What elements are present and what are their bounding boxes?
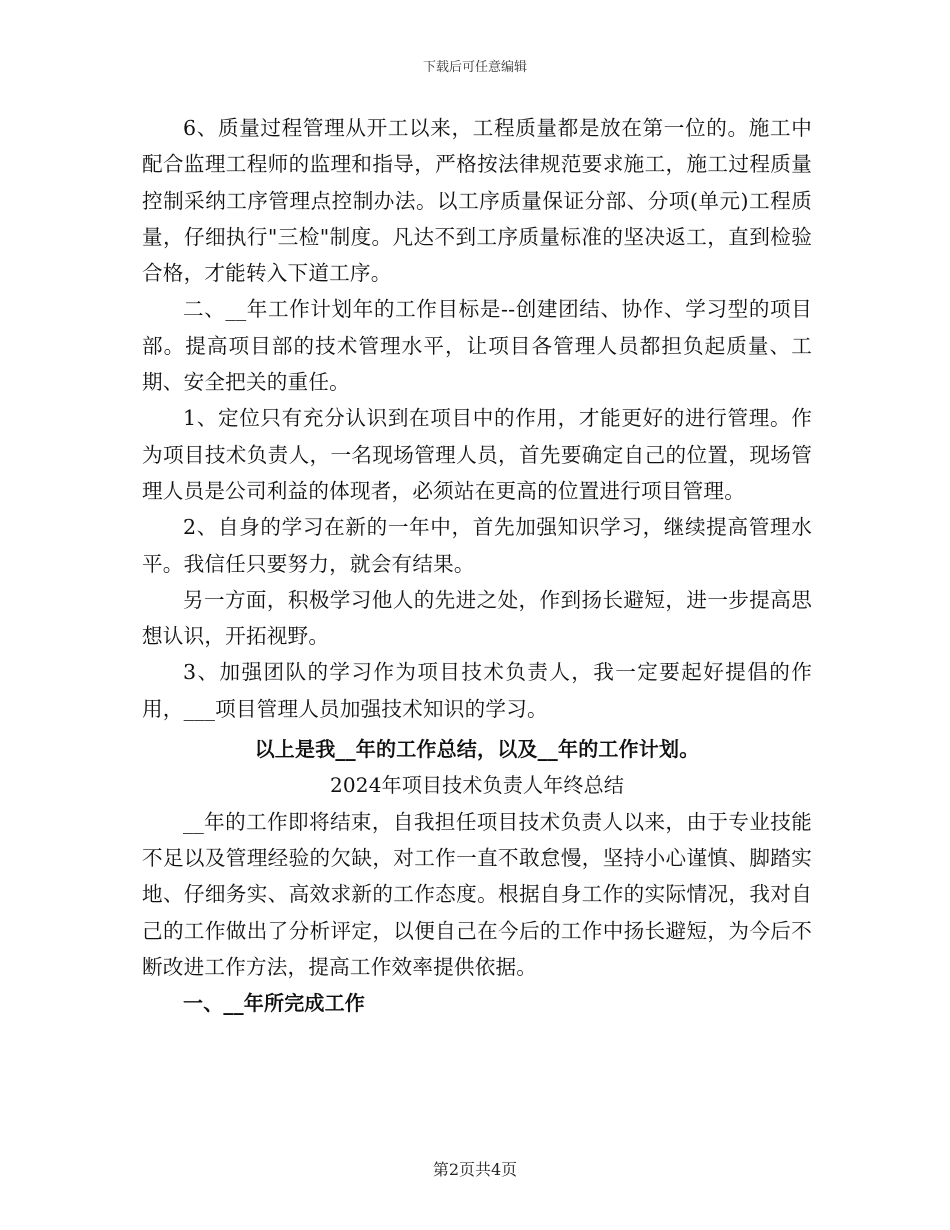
section-heading: 一、__年所完成工作 — [183, 991, 365, 1016]
paragraph-team-study: 3、加强团队的学习作为项目技术负责人，我一定要起好提倡的作用，___项目管理人员加强技术知识的学习。 — [142, 660, 812, 721]
paragraph-work-plan: 二、__年工作计划年的工作目标是--创建团结、协作、学习型的项目部。提高项目部的技术管理水平，让项目各管理人员都担负起质量、工期、安全把关的重任。 — [142, 297, 812, 395]
paragraph-other-aspect: 另一方面，积极学习他人的先进之处，作到扬长避短，进一步提高思想认识，开拓视野。 — [142, 587, 812, 649]
paragraph-quality-management: 6、质量过程管理从开工以来，工程质量都是放在第一位的。施工中配合监理工程师的监理和指导，严格按法律规范要求施工，施工过程质量控制采纳工序管理点控制办法。以工序质量保证分部、分项(单元)工程质量，仔细执行"三检"制度。凡达不到工序质量标准的坚决返工，直到检验合格，才能转入下道工序。 — [142, 116, 812, 286]
document-title: 2024年项目技术负责人年终总结 — [329, 773, 625, 798]
paragraph-intro: __年的工作即将结束，自我担任项目技术负责人以来，由于专业技能不足以及管理经验的欠缺，对工作一直不敢怠慢，坚持小心谨慎、脚踏实地、仔细务实、高效求新的工作态度。根据自身工作的实际情况，我对自己的工作做出了分析评定，以便自己在今后的工作中扬长避短，为今后不断改进工作方法，提高工作效率提供依据。 — [142, 809, 812, 979]
paragraph-positioning: 1、定位只有充分认识到在项目中的作用，才能更好的进行管理。作为项目技术负责人，一名现场管理人员，首先要确定自己的位置，现场管理人员是公司利益的体现者，必须站在更高的位置进行项目管理。 — [142, 406, 812, 503]
document-body — [142, 110, 812, 1021]
summary-line: 以上是我__年的工作总结，以及__年的工作计划。 — [254, 737, 700, 762]
page-number: 第2页共4页 — [432, 1160, 518, 1179]
paragraph-self-study: 2、自身的学习在新的一年中，首先加强知识学习，继续提高管理水平。我信任只要努力，就会有结果。 — [142, 515, 812, 576]
page-header-note: 下载后可任意编辑 — [422, 60, 527, 75]
